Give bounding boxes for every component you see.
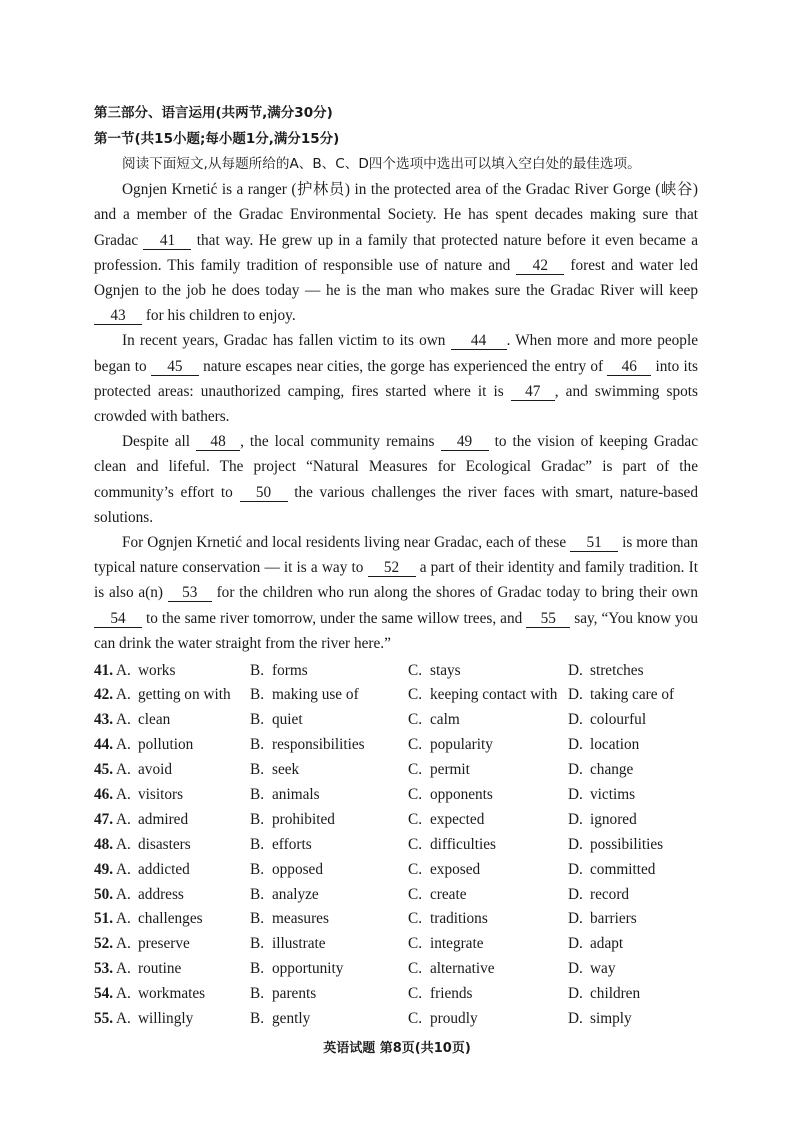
option-c	[408, 786, 568, 804]
option-d	[568, 686, 674, 704]
passage-text: for the children who run along the shores of Gradac today to bring their own	[211, 584, 698, 602]
option-text: stretches	[590, 661, 644, 679]
option-d	[568, 736, 639, 754]
option-a	[116, 786, 250, 804]
blank-41: 41	[143, 232, 191, 250]
option-row	[94, 733, 698, 758]
option-letter: C.	[408, 985, 423, 1003]
option-letter: A.	[116, 761, 131, 779]
option-letter: A.	[116, 810, 131, 828]
option-letter: D.	[568, 736, 583, 754]
option-text: opponents	[430, 785, 493, 803]
option-b	[250, 736, 408, 754]
option-text: record	[590, 885, 630, 903]
option-row	[94, 658, 698, 683]
option-letter: C.	[408, 960, 423, 978]
blank-51: 51	[570, 534, 618, 552]
option-text: illustrate	[272, 935, 326, 953]
option-letter: A.	[116, 885, 131, 903]
option-letter: A.	[116, 686, 131, 704]
option-a	[116, 811, 250, 829]
option-b	[250, 761, 408, 779]
option-c	[408, 686, 568, 704]
option-text: prohibited	[272, 810, 335, 828]
passage-text: . When more and more people began to	[94, 332, 698, 375]
option-text: analyze	[272, 885, 319, 903]
option-letter: B.	[250, 885, 265, 903]
option-a	[116, 910, 250, 928]
option-text: clean	[138, 711, 171, 729]
option-letter: B.	[250, 935, 265, 953]
option-text: difficulties	[430, 835, 496, 853]
option-c	[408, 761, 568, 779]
option-text: simply	[590, 1009, 632, 1027]
option-text: stays	[430, 661, 461, 679]
option-b	[250, 686, 408, 704]
passage-text: for his children to enjoy.	[142, 307, 296, 325]
option-text: forms	[272, 661, 308, 679]
option-d	[568, 910, 637, 928]
option-row	[94, 783, 698, 808]
option-a	[116, 662, 250, 680]
passage-text: In recent years, Gradac has fallen victim to its own	[122, 332, 451, 350]
option-letter: C.	[408, 686, 423, 704]
option-d	[568, 1010, 632, 1028]
option-c	[408, 811, 568, 829]
exam-page	[94, 100, 698, 1031]
option-d	[568, 761, 633, 779]
option-b	[250, 1010, 408, 1028]
option-d	[568, 786, 635, 804]
option-text: opportunity	[272, 960, 344, 978]
option-b	[250, 811, 408, 829]
passage-text: Ognjen Krnetić is a ranger (护林员) in the protected area of the Gradac River Gorge (峡谷) and a member of the Gradac Environmental Society. He has spent decades making sure that Gradac	[94, 181, 698, 249]
option-text: barriers	[590, 910, 637, 928]
option-text: children	[590, 985, 641, 1003]
option-a	[116, 1010, 250, 1028]
question-number: 50.	[94, 885, 114, 903]
option-row	[94, 857, 698, 882]
option-letter: D.	[568, 785, 583, 803]
option-a	[116, 686, 250, 704]
option-text: ignored	[590, 810, 637, 828]
option-text: willingly	[138, 1009, 194, 1027]
option-a	[116, 886, 250, 904]
blank-47: 47	[511, 383, 555, 401]
option-letter: B.	[250, 686, 265, 704]
option-b	[250, 960, 408, 978]
option-row	[94, 982, 698, 1007]
option-text: responsibilities	[272, 736, 365, 754]
option-letter: C.	[408, 935, 423, 953]
option-a	[116, 985, 250, 1003]
option-row	[94, 882, 698, 907]
passage-text: the various challenges the river faces with smart, nature-based solutions.	[94, 483, 698, 526]
option-c	[408, 736, 568, 754]
option-letter: D.	[568, 860, 583, 878]
options-list	[94, 658, 698, 1031]
option-letter: C.	[408, 761, 423, 779]
option-text: popularity	[430, 736, 493, 754]
option-row	[94, 708, 698, 733]
option-text: permit	[430, 761, 470, 779]
option-text: friends	[430, 985, 473, 1003]
option-text: taking care of	[590, 686, 675, 704]
option-text: visitors	[138, 785, 184, 803]
option-b	[250, 662, 408, 680]
question-number: 49.	[94, 860, 114, 878]
option-letter: A.	[116, 736, 131, 754]
option-letter: A.	[116, 960, 131, 978]
option-text: possibilities	[590, 835, 664, 853]
blank-44: 44	[451, 332, 507, 350]
option-c	[408, 836, 568, 854]
blank-49: 49	[441, 433, 489, 451]
option-c	[408, 985, 568, 1003]
passage-text: that way. He grew up in a family that protected nature before it even became a profession. This family tradition of responsible use of nature and	[94, 231, 698, 274]
option-letter: D.	[568, 960, 583, 978]
option-letter: B.	[250, 810, 265, 828]
option-b	[250, 886, 408, 904]
option-text: location	[590, 736, 640, 754]
option-d	[568, 886, 629, 904]
option-text: traditions	[430, 910, 488, 928]
passage-text: forest and water led Ognjen to the job he does today — he is the man who makes sure the Gradac River will keep	[94, 256, 698, 300]
option-letter: D.	[568, 835, 583, 853]
option-d	[568, 861, 655, 879]
option-b	[250, 861, 408, 879]
option-c	[408, 662, 568, 680]
question-number: 53.	[94, 960, 114, 978]
option-a	[116, 836, 250, 854]
option-text: alternative	[430, 960, 495, 978]
passage-text: For Ognjen Krnetić and local residents living near Gradac, each of these	[122, 534, 571, 552]
question-number: 47.	[94, 810, 114, 828]
passage-paragraph-2	[94, 328, 698, 429]
option-c	[408, 711, 568, 729]
option-letter: B.	[250, 910, 265, 928]
passage-text: to the same river tomorrow, under the same willow trees, and	[142, 609, 527, 627]
option-text: challenges	[138, 910, 203, 928]
option-text: getting on with	[138, 686, 231, 704]
option-text: admired	[138, 810, 189, 828]
option-text: quiet	[272, 711, 303, 729]
option-text: create	[430, 885, 467, 903]
option-text: calm	[430, 711, 460, 729]
option-text: making use of	[272, 686, 359, 704]
option-text: opposed	[272, 860, 323, 878]
option-a	[116, 761, 250, 779]
option-letter: B.	[250, 985, 265, 1003]
option-text: keeping contact with	[430, 686, 558, 704]
option-c	[408, 1010, 568, 1028]
option-letter: D.	[568, 711, 583, 729]
passage-text: into its protected areas: unauthorized camping, fires started where it is	[94, 357, 698, 400]
option-b	[250, 935, 408, 953]
question-number: 45.	[94, 761, 114, 779]
option-row	[94, 807, 698, 832]
option-row	[94, 758, 698, 783]
question-number: 44.	[94, 736, 114, 754]
option-text: routine	[138, 960, 182, 978]
option-d	[568, 960, 616, 978]
option-c	[408, 886, 568, 904]
option-letter: B.	[250, 860, 265, 878]
passage-text: , and swimming spots crowded with bathers.	[94, 382, 698, 426]
option-text: victims	[590, 785, 636, 803]
option-b	[250, 910, 408, 928]
option-text: pollution	[138, 736, 194, 754]
blank-48: 48	[196, 433, 240, 451]
option-b	[250, 786, 408, 804]
option-d	[568, 836, 663, 854]
option-row	[94, 1007, 698, 1032]
option-letter: A.	[116, 1009, 131, 1027]
option-c	[408, 960, 568, 978]
option-text: measures	[272, 910, 329, 928]
option-text: avoid	[138, 761, 172, 779]
option-text: addicted	[138, 860, 190, 878]
passage-paragraph-4	[94, 530, 698, 656]
option-letter: A.	[116, 711, 131, 729]
passage-text: , the local community remains	[240, 433, 441, 451]
blank-52: 52	[368, 559, 416, 577]
blank-55: 55	[526, 610, 570, 628]
passage-text: Despite all	[122, 433, 197, 451]
blank-43: 43	[94, 307, 142, 325]
option-letter: B.	[250, 661, 265, 679]
option-letter: D.	[568, 810, 583, 828]
passage-text: nature escapes near cities, the gorge has experienced the entry of	[198, 357, 608, 375]
blank-42: 42	[516, 257, 564, 275]
passage-text: say, “You know you can drink the water straight from the river here.”	[94, 609, 698, 652]
option-letter: D.	[568, 661, 583, 679]
option-text: workmates	[138, 985, 206, 1003]
passage-text: to the vision of keeping Gradac clean and lifeful. The project “Natural Measures for Ecological Gradac” is part of the community’s effort to	[94, 433, 698, 501]
option-letter: D.	[568, 935, 583, 953]
option-text: preserve	[138, 935, 190, 953]
passage-paragraph-3	[94, 429, 698, 530]
option-text: parents	[272, 985, 317, 1003]
option-c	[408, 935, 568, 953]
question-number: 51.	[94, 910, 114, 928]
option-letter: C.	[408, 785, 423, 803]
option-letter: C.	[408, 860, 423, 878]
option-d	[568, 935, 623, 953]
blank-50: 50	[240, 484, 288, 502]
question-number: 41.	[94, 661, 114, 679]
question-number: 54.	[94, 985, 114, 1003]
instruction-text: 阅读下面短文,从每题所给的A、B、C、D四个选项中选出可以填入空白处的最佳选项。	[122, 156, 641, 172]
option-text: proudly	[430, 1009, 478, 1027]
option-text: works	[138, 661, 176, 679]
option-row	[94, 907, 698, 932]
passage-text: is more than typical nature conservation — it is a way to	[94, 534, 698, 577]
option-b	[250, 711, 408, 729]
option-letter: C.	[408, 711, 423, 729]
option-b	[250, 836, 408, 854]
option-c	[408, 910, 568, 928]
passage-paragraph-1	[94, 177, 698, 328]
blank-54: 54	[94, 610, 142, 628]
option-letter: B.	[250, 711, 265, 729]
option-text: animals	[272, 785, 320, 803]
option-d	[568, 711, 646, 729]
option-letter: B.	[250, 761, 265, 779]
blank-53: 53	[168, 584, 212, 602]
option-row	[94, 932, 698, 957]
option-text: seek	[272, 761, 300, 779]
option-letter: D.	[568, 761, 583, 779]
option-letter: D.	[568, 885, 583, 903]
option-letter: D.	[568, 985, 583, 1003]
option-letter: C.	[408, 1009, 423, 1027]
option-a	[116, 935, 250, 953]
option-letter: C.	[408, 661, 423, 679]
option-text: committed	[590, 860, 656, 878]
option-letter: A.	[116, 785, 131, 803]
option-letter: A.	[116, 661, 131, 679]
option-text: disasters	[138, 835, 191, 853]
option-text: gently	[272, 1009, 311, 1027]
option-row	[94, 832, 698, 857]
passage-text: a part of their identity and family tradition. It is also a(n)	[94, 559, 699, 602]
option-text: address	[138, 885, 184, 903]
option-text: colourful	[590, 711, 647, 729]
option-letter: B.	[250, 835, 265, 853]
option-letter: C.	[408, 910, 423, 928]
section-title: 第三部分、语言运用(共两节,满分30分)	[94, 105, 333, 121]
option-letter: A.	[116, 835, 131, 853]
option-letter: B.	[250, 960, 265, 978]
option-letter: A.	[116, 985, 131, 1003]
option-a	[116, 711, 250, 729]
option-letter: B.	[250, 785, 265, 803]
option-letter: C.	[408, 885, 423, 903]
option-b	[250, 985, 408, 1003]
question-number: 46.	[94, 785, 114, 803]
option-d	[568, 662, 644, 680]
option-text: efforts	[272, 835, 312, 853]
question-number: 48.	[94, 835, 114, 853]
option-letter: D.	[568, 1009, 583, 1027]
option-letter: B.	[250, 736, 265, 754]
option-a	[116, 960, 250, 978]
option-text: exposed	[430, 860, 481, 878]
option-text: expected	[430, 810, 485, 828]
option-letter: A.	[116, 860, 131, 878]
page-footer: 英语试题 第8页(共10页)	[323, 1041, 471, 1056]
option-text: adapt	[590, 935, 624, 953]
option-letter: C.	[408, 835, 423, 853]
option-a	[116, 861, 250, 879]
option-text: way	[590, 960, 616, 978]
option-d	[568, 985, 640, 1003]
option-row	[94, 683, 698, 708]
question-number: 42.	[94, 686, 114, 704]
blank-45: 45	[151, 358, 199, 376]
option-letter: D.	[568, 910, 583, 928]
option-letter: D.	[568, 686, 583, 704]
option-text: change	[590, 761, 634, 779]
option-row	[94, 957, 698, 982]
option-letter: A.	[116, 910, 131, 928]
option-text: integrate	[430, 935, 484, 953]
section-subtitle: 第一节(共15小题;每小题1分,满分15分)	[94, 131, 340, 147]
option-letter: C.	[408, 810, 423, 828]
question-number: 52.	[94, 935, 114, 953]
question-number: 55.	[94, 1009, 114, 1027]
question-number: 43.	[94, 711, 114, 729]
option-d	[568, 811, 637, 829]
option-letter: C.	[408, 736, 423, 754]
option-a	[116, 736, 250, 754]
blank-46: 46	[607, 358, 651, 376]
option-c	[408, 861, 568, 879]
option-letter: B.	[250, 1009, 265, 1027]
option-letter: A.	[116, 935, 131, 953]
